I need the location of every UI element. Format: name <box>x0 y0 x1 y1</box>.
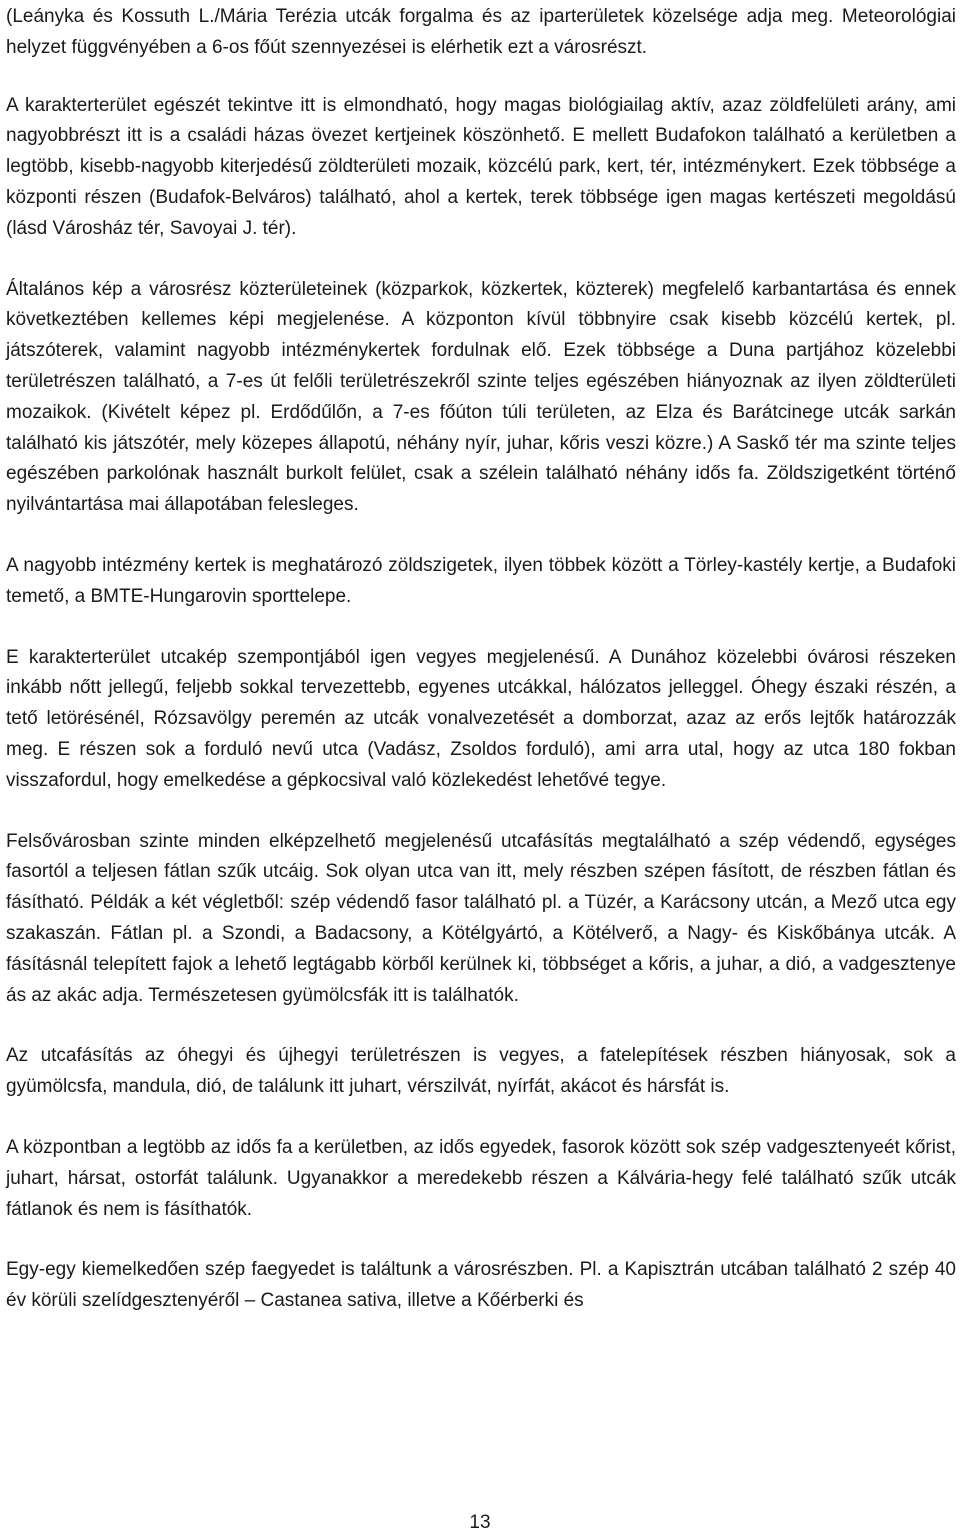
paragraph-2: A karakterterület egészét tekintve itt is elmondható, hogy magas biológiailag aktív, azaz zöldfelületi arány, ami nagyobbrészt itt is a családi házas övezet kertjeinek köszönhető. E mellett Budafokon található a kerületben a legtöbb, kisebb-nagyobb kiterjedésű zöldterületi mozaik, közcélú park, kert, tér, intézménykert. Ezek többsége a központi részen (Budafok-Belváros) található, ahol a kertek, terek többsége igen magas kertészeti megoldású (lásd Városház tér, Savoyai J. tér). <box>6 94 956 239</box>
paragraph-7: Az utcafásítás az óhegyi és újhegyi területrészen is vegyes, a fatelepítések részben hiányosak, sok a gyümölcsfa, mandula, dió, de találunk itt juhart, vérszilvát, nyírfát, akácot és hársfát is. <box>6 1045 956 1098</box>
paragraph-4: A nagyobb intézmény kertek is meghatározó zöldszigetek, ilyen többek között a Törley-kastély kertje, a Budafoki temető, a BMTE-Hungarovin sporttelepe. <box>6 554 956 607</box>
paragraph-5: E karakterterület utcakép szempontjából igen vegyes megjelenésű. A Dunához közelebbi óvárosi részeken inkább nőtt jellegű, feljebb sokkal tervezettebb, egyenes utcákkal, hálózatos jelleggel. Óhegy északi részén, a tető letörésénél, Rózsavölgy peremén az utcák vonalvezetését a domborzat, azaz az erős lejtők határozzák meg. E részen sok a forduló nevű utca (Vadász, Zsoldos forduló), ami arra utal, hogy az utca 180 fokban visszafordul, hogy emelkedése a gépkocsival való közlekedést lehetővé tegye. <box>6 646 956 791</box>
paragraph-3: Általános kép a városrész közterületeinek (közparkok, közkertek, közterek) megfelelő karbantartása és ennek következtében kellemes képi megjelenése. A központon kívül többnyire csak kisebb közcélú kertek, pl. játszóterek, valamint nagyobb intézménykertek fordulnak elő. Ezek többsége a Duna partjához közelebbi területrészen található, a 7-es út felőli területrészekről szinte teljes egészében hiányoznak az ilyen zöldterületi mozaikok. (Kivételt képez pl. Erdődűlőn, a 7-es főúton túli területen, az Elza és Barátcinege utcák sarkán található kis játszótér, mely közepes állapotú, néhány nyír, juhar, kőris veszi közre.) A Saskő tér ma szinte teljes egészében parkolónak használt burkolt felület, csak a szélein található néhány idős fa. Zöldszigetként történő nyilvántartása mai állapotában felesleges. <box>6 278 956 516</box>
paragraph-1: (Leányka és Kossuth L./Mária Terézia utcák forgalma és az iparterületek közelsége adja meg. Meteorológiai helyzet függvényében a 6-os főút szennyezései is elérhetik ezt a városrészt. <box>6 6 956 58</box>
paragraph-9: Egy-egy kiemelkedően szép faegyedet is találtunk a városrészben. Pl. a Kapisztrán utcában található 2 szép 40 év körüli szelídgesztenyéről – Castanea sativa, illetve a Kőérberki és <box>6 1259 956 1312</box>
document-page <box>6 2 956 1317</box>
paragraph-6: Felsővárosban szinte minden elképzelhető megjelenésű utcafásítás megtalálható a szép védendő, egységes fasortól a teljesen fátlan szűk utcáig. Sok olyan utca van itt, mely részben szépen fásított, de részben fátlan és fásítható. Példák a két végletből: szép védendő fasor található pl. a Tüzér, a Karácsony utcán, a Mező utca egy szakaszán. Fátlan pl. a Szondi, a Badacsony, a Kötélgyártó, a Kötélverő, a Nagy- és Kiskőbánya utcák. A fásításnál telepített fajok a lehető legtágabb körből kerülnek ki, többséget a kőris, a juhar, a dió, a vadgesztenye ás az akác adja. Természetesen gyümölcsfák itt is találhatók. <box>6 830 956 1006</box>
paragraph-8: A központban a legtöbb az idős fa a kerületben, az idős egyedek, fasorok között sok szép vadgesztenyeét kőrist, juhart, hársat, ostorfát találunk. Ugyanakkor a meredekebb részen a Kálvária-hegy felé található szűk utcák fátlanok és nem is fásíthatók. <box>6 1136 956 1220</box>
page-number: 13 <box>469 1512 491 1533</box>
